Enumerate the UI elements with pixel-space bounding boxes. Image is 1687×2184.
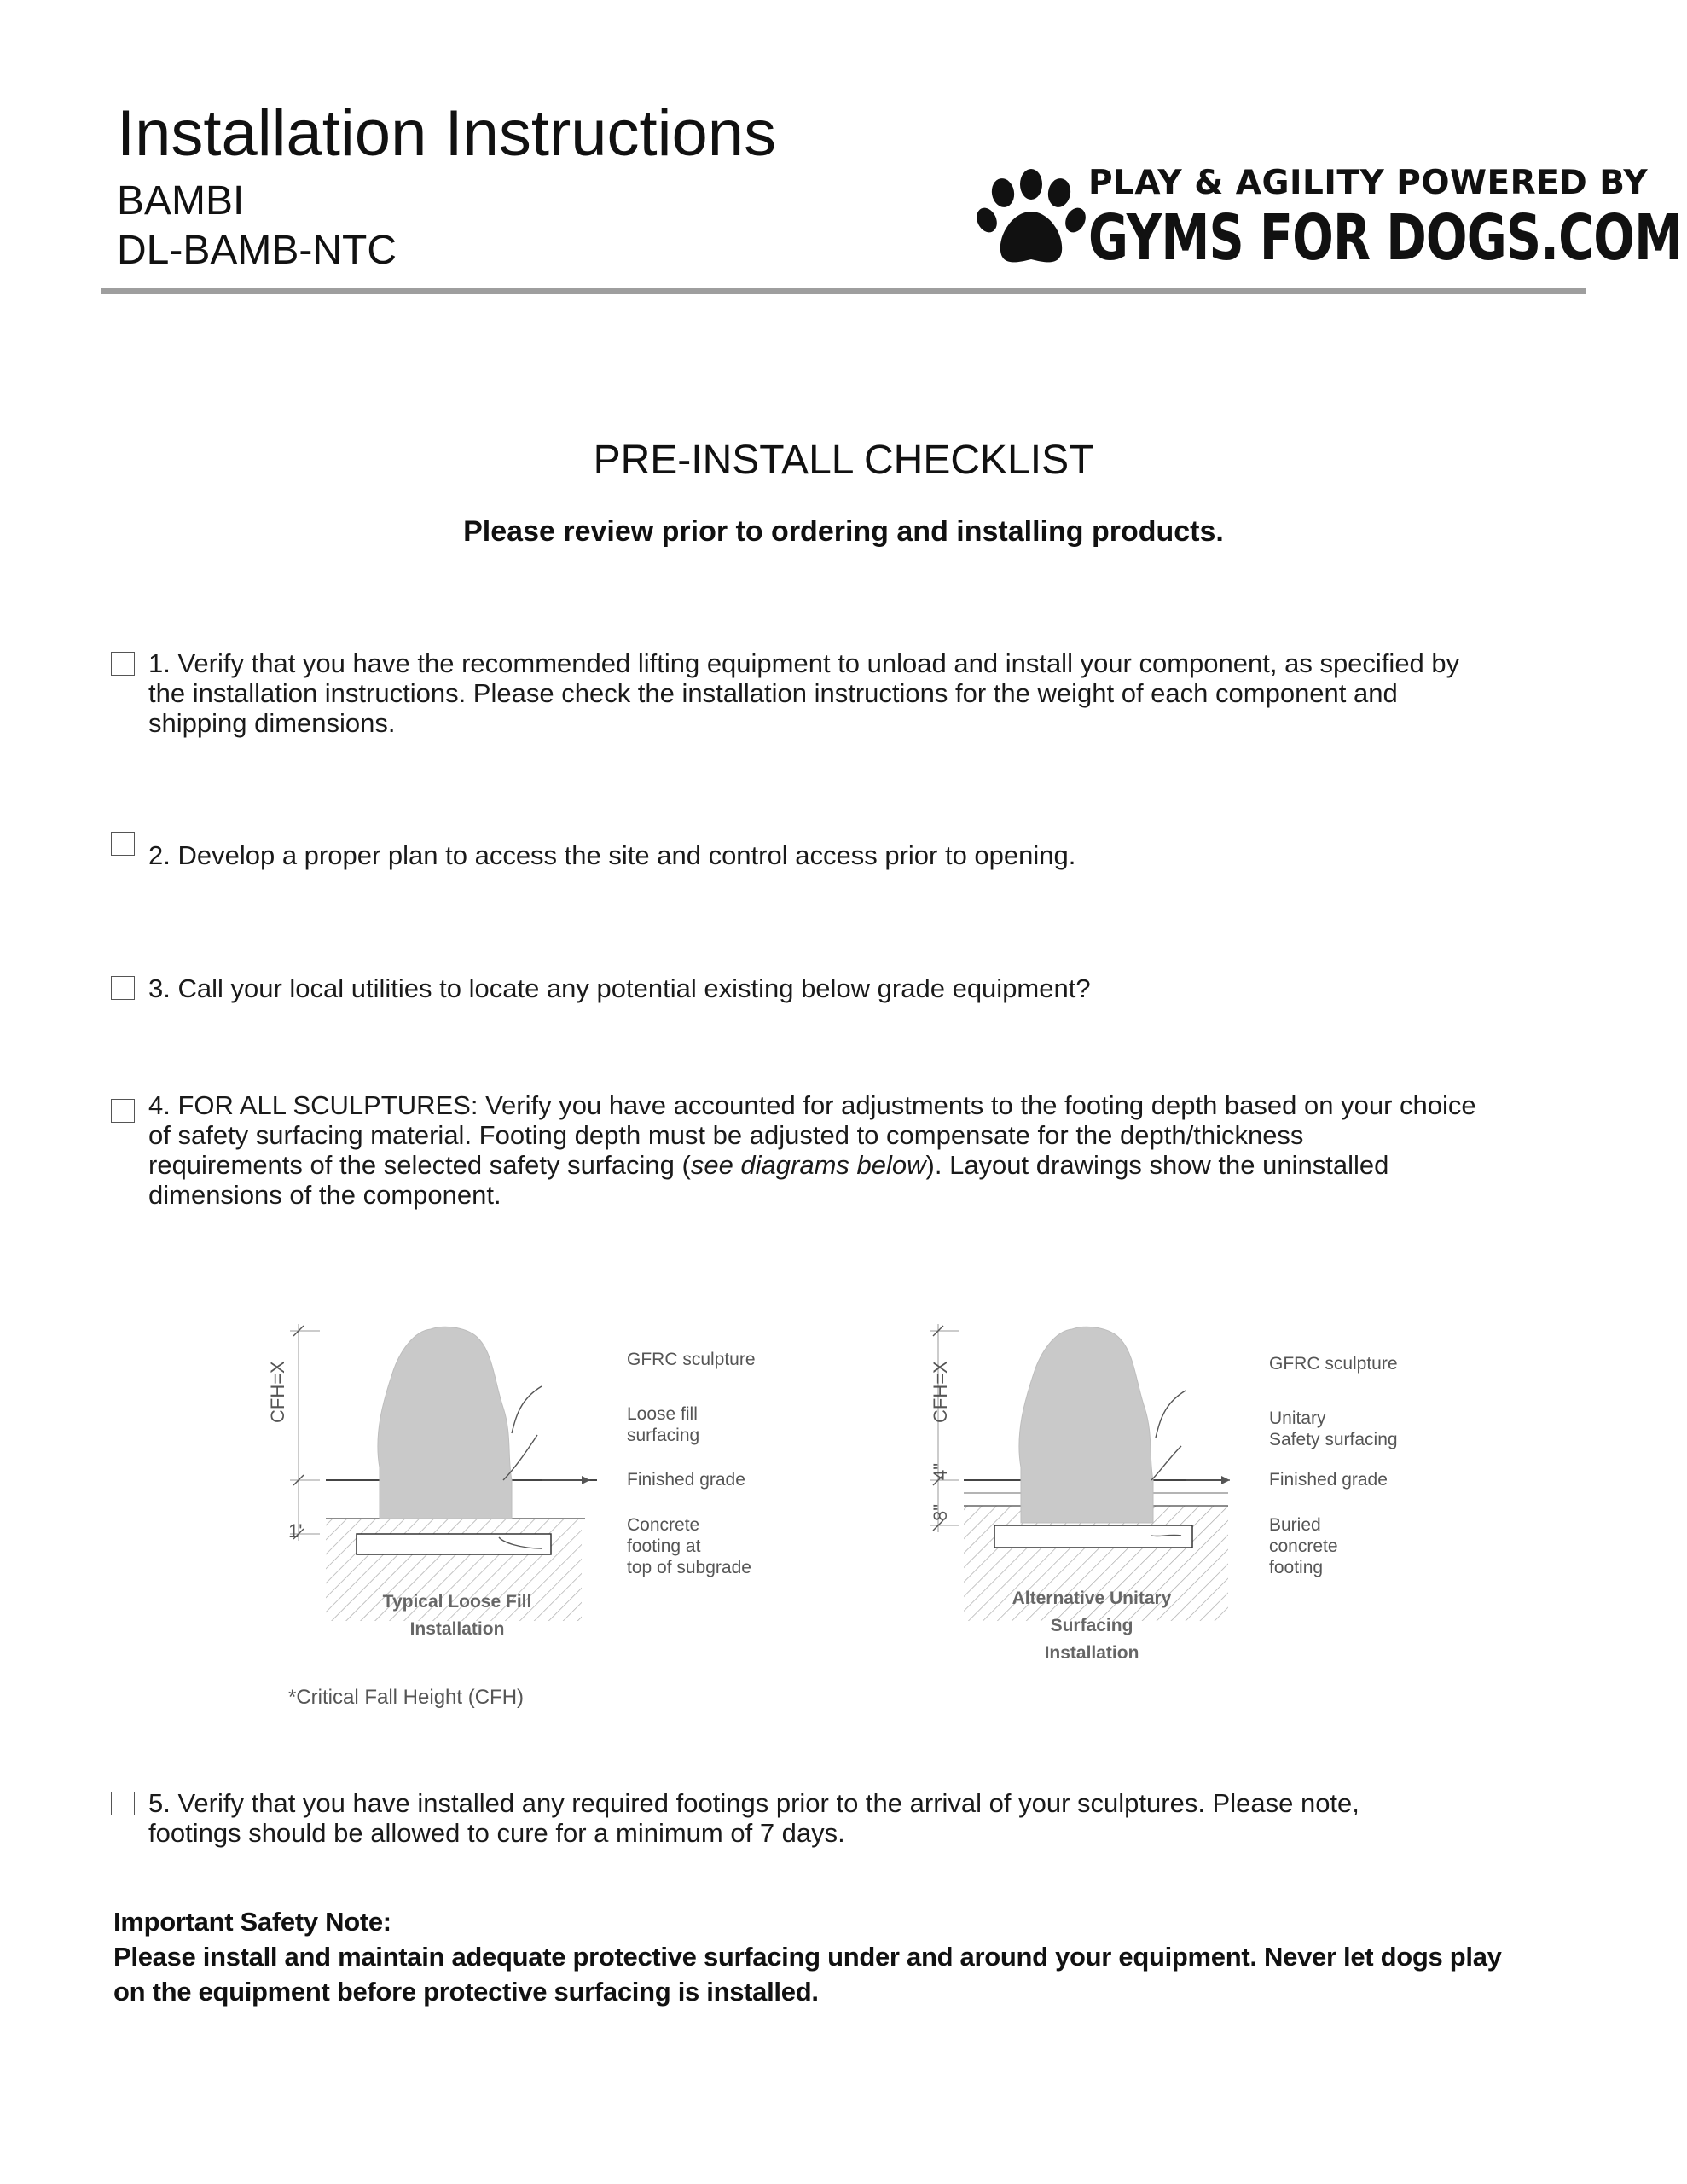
checkbox[interactable] [111,832,135,856]
safety-line: Please install and maintain adequate protective surfacing under and around your equipment. Never let dogs play [113,1942,1502,1972]
checklist-item-text [148,648,1598,678]
label-surfacing [1269,1408,1398,1450]
product-code: DL-BAMB-NTC [117,228,397,273]
dimension-label: 1' [288,1520,303,1542]
header-divider [101,288,1586,294]
text-line: shipping dimensions. [148,708,396,738]
label-surfacing [627,1403,699,1446]
caption-line: Typical Loose Fill [382,1592,532,1612]
label-line: top of subgrade [627,1558,751,1577]
checkbox[interactable] [111,1099,135,1123]
label-gfrc-sculpture: GFRC sculpture [627,1350,756,1369]
product-name: BAMBI [117,178,245,224]
label-line: Unitary [1269,1409,1326,1428]
buried-concrete-footing [994,1525,1192,1548]
checklist-item-text-cont [148,678,1598,738]
diagram-caption [989,1585,1194,1667]
text-line: 1. Verify that you have the recommended lifting equipment to unload and install your component, as specified by [148,648,1460,678]
dimension-label: 4" [930,1462,951,1480]
checkbox[interactable] [111,976,135,1000]
italic-reference: see diagrams below [690,1150,926,1180]
concrete-footing [357,1534,551,1554]
label-gfrc-sculpture: GFRC sculpture [1269,1354,1398,1374]
label-line: footing [1269,1558,1324,1577]
safety-heading: Important Safety Note: [113,1907,391,1937]
text-line: of safety surfacing material. Footing depth must be adjusted to compensate for the depth/thickness [148,1120,1304,1150]
dimension-label: CFH=X [267,1361,288,1423]
text-span: ). Layout drawings show the uninstalled [925,1150,1389,1180]
label-line: surfacing [627,1426,700,1445]
logo-tagline: PLAY & AGILITY POWERED BY [1088,164,1649,202]
paw-print-icon [975,167,1086,278]
text-line: 4. FOR ALL SCULPTURES: Verify you have accounted for adjustments to the footing depth based on your choice [148,1090,1476,1120]
safety-line: on the equipment before protective surfacing is installed. [113,1977,819,2007]
sculpture-shape [1019,1327,1153,1523]
text-line [148,1150,1598,1180]
label-footing [1269,1514,1338,1578]
dimension-label: CFH=X [930,1361,951,1423]
dimension-label: 8" [930,1503,951,1521]
caption-line: Installation [1044,1643,1139,1663]
diagram-caption [355,1589,559,1643]
label-line: Concrete [627,1515,700,1535]
label-line: concrete [1269,1536,1338,1556]
checklist-item-text [148,1788,1598,1848]
checklist-item-text: 3. Call your local utilities to locate any potential existing below grade equipment? [148,973,1091,1003]
checklist-title: PRE-INSTALL CHECKLIST [593,438,1094,483]
safety-note [113,1904,1563,2009]
label-line: Safety surfacing [1269,1430,1398,1449]
logo-brand: GYMS FOR DOGS.COM [1088,201,1683,275]
text-line: the installation instructions. Please check the installation instructions for the weight of each component and [148,678,1398,708]
caption-line: Alternative Unitary [1012,1589,1172,1608]
label-finished-grade: Finished grade [627,1470,745,1490]
text-line: footings should be allowed to cure for a minimum of 7 days. [148,1818,845,1848]
label-line: Loose fill [627,1404,698,1424]
label-finished-grade: Finished grade [1269,1470,1388,1490]
sculpture-shape [378,1327,512,1519]
document-title: Installation Instructions [117,97,777,170]
label-line: Buried [1269,1515,1321,1535]
text-line: 5. Verify that you have installed any required footings prior to the arrival of your sculptures. Please note, [148,1788,1359,1818]
unitary-surfacing-diagram [930,1324,1230,1621]
label-line: footing at [627,1536,701,1556]
caption-line: Surfacing [1050,1616,1133,1635]
cfh-footnote: *Critical Fall Height (CFH) [288,1686,525,1709]
text-span: requirements of the selected safety surfacing ( [148,1150,691,1180]
checklist-item-text: 2. Develop a proper plan to access the site and control access prior to opening. [148,840,1076,870]
caption-line: Installation [409,1619,505,1639]
loose-fill-diagram [290,1324,597,1621]
label-footing [627,1514,751,1578]
text-line: dimensions of the component. [148,1180,501,1210]
checklist-subtitle: Please review prior to ordering and installing products. [463,515,1224,548]
checklist-item-text [148,1090,1598,1210]
checkbox[interactable] [111,1792,135,1815]
